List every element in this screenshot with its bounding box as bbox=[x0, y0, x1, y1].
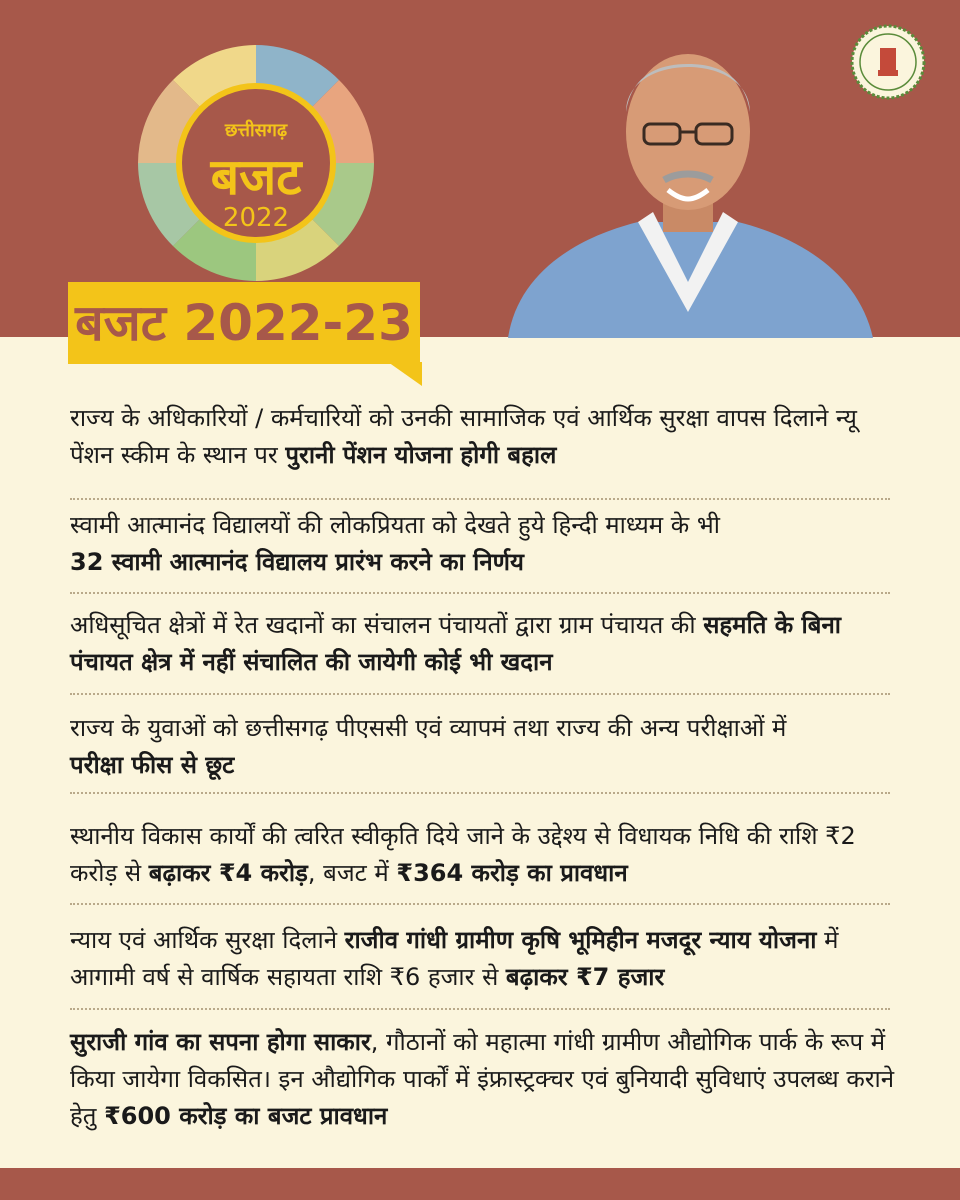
item-text: , गौठानों को महात्मा गांधी ग्रामीण औद्योगिक पार्क के रूप में किया जायेगा विकसित। इन औद्योगिक पार्कों में इंफ्रास्ट्रक्चर एवं बुनियादी सुविधाएं उपलब्ध कराने हेतु bbox=[70, 1028, 895, 1130]
item-highlight: सहमति के बिना पंचायत क्षेत्र में नहीं संचालित की जायेगी कोई भी खदान bbox=[70, 611, 842, 676]
item-highlight: ₹600 करोड़ का बजट प्रावधान bbox=[104, 1102, 388, 1130]
item-highlight: बढ़ाकर ₹7 हजार bbox=[505, 963, 665, 991]
item-highlight: सुराजी गांव का सपना होगा साकार bbox=[70, 1028, 371, 1056]
list-item bbox=[70, 818, 900, 892]
list-item bbox=[70, 400, 900, 474]
portrait-image bbox=[488, 22, 888, 338]
budget-title-banner bbox=[68, 282, 420, 384]
item-highlight: बढ़ाकर ₹4 करोड़ bbox=[148, 859, 308, 887]
logo-year-text: 2022 bbox=[222, 203, 290, 233]
item-text: स्थानीय विकास कार्यों की त्वरित स्वीकृति दिये जाने के उद्देश्य से विधायक निधि की राशि ₹2 करोड़ से bbox=[70, 822, 856, 887]
item-text: स्वामी आत्मानंद विद्यालयों की लोकप्रियता को देखते हुये हिन्दी माध्यम के भी bbox=[70, 511, 720, 539]
item-text: में आगामी वर्ष से वार्षिक सहायता राशि ₹6 हजार से bbox=[70, 926, 839, 991]
list-item bbox=[70, 1024, 900, 1135]
emblem-icon bbox=[850, 24, 926, 100]
divider bbox=[70, 693, 890, 695]
item-highlight: परीक्षा फीस से छूट bbox=[70, 751, 235, 779]
item-text: , बजट में bbox=[307, 859, 397, 887]
item-text: न्याय एवं आर्थिक सुरक्षा दिलाने bbox=[70, 926, 345, 954]
list-item bbox=[70, 607, 900, 681]
list-item bbox=[70, 507, 900, 581]
footer-band bbox=[0, 1168, 960, 1200]
divider bbox=[70, 1008, 890, 1010]
banner-title: बजट 2022-23 bbox=[75, 294, 413, 352]
banner-tail bbox=[388, 362, 422, 386]
government-emblem bbox=[850, 24, 926, 100]
item-highlight: 32 स्वामी आत्मानंद विद्यालय प्रारंभ करने का निर्णय bbox=[70, 548, 524, 576]
divider bbox=[70, 498, 890, 500]
list-item bbox=[70, 710, 900, 784]
item-highlight: राजीव गांधी ग्रामीण कृषि भूमिहीन मजदूर न्याय योजना bbox=[344, 926, 817, 954]
budget-logo bbox=[137, 44, 375, 282]
item-text: राज्य के अधिकारियों / कर्मचारियों को उनकी सामाजिक एवं आर्थिक सुरक्षा वापस दिलाने न्यू पेंशन स्कीम के स्थान पर bbox=[70, 404, 857, 469]
logo-state-text: छत्तीसगढ़ bbox=[224, 120, 288, 141]
divider bbox=[70, 903, 890, 905]
item-text: अधिसूचित क्षेत्रों में रेत खदानों का संचालन पंचायतों द्वारा ग्राम पंचायत की bbox=[70, 611, 704, 639]
logo-word-text: बजट bbox=[210, 148, 302, 206]
list-item bbox=[70, 922, 900, 996]
item-highlight: पुरानी पेंशन योजना होगी बहाल bbox=[285, 441, 557, 469]
divider bbox=[70, 592, 890, 594]
budget-wheel-icon bbox=[137, 44, 375, 282]
divider bbox=[70, 792, 890, 794]
item-text: राज्य के युवाओं को छत्तीसगढ़ पीएससी एवं व्यापमं तथा राज्य की अन्य परीक्षाओं में bbox=[70, 714, 787, 742]
item-highlight: ₹364 करोड़ का प्रावधान bbox=[396, 859, 628, 887]
